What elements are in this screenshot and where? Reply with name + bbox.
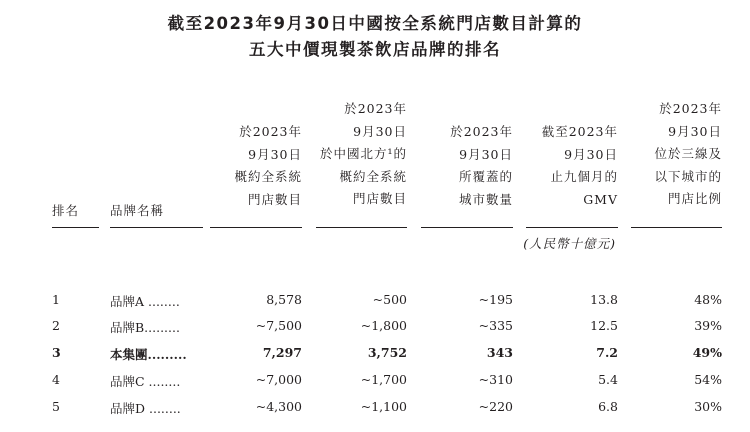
gmv-cell: 5.4 (598, 372, 618, 387)
brand-cell: 品牌C ........ (110, 374, 181, 389)
gmv-cell: 12.5 (590, 318, 618, 333)
lower-tier-ratio-cell: 48% (694, 292, 722, 307)
lower-tier-ratio-cell: 30% (694, 399, 722, 414)
gmv-cell: 13.8 (590, 292, 618, 307)
rank-cell: 1 (52, 292, 60, 307)
gmv-cell: 7.2 (596, 345, 618, 360)
header-lower-tier-ratio: 於2023年 9月30日 位於三線及 以下城市的 門店比例 (654, 101, 722, 206)
north-stores-cell: ~500 (372, 292, 407, 307)
cities-covered-cell: ~310 (478, 372, 513, 387)
cities-covered-cell: ~335 (478, 318, 513, 333)
system-stores-cell: 7,297 (262, 345, 302, 360)
north-stores-cell: ~1,800 (360, 318, 407, 333)
cities-covered-cell: ~220 (478, 399, 513, 414)
header-rank: 排名 (52, 203, 80, 218)
lower-tier-ratio-cell: 54% (694, 372, 722, 387)
underline-cities-covered (421, 227, 513, 228)
brand-cell: 品牌A ........ (110, 294, 180, 309)
table-row (0, 292, 750, 318)
cities-covered-cell: 343 (486, 345, 513, 360)
table-title-line-1: 截至2023年9月30日中國按全系統門店數目計算的 (167, 14, 583, 33)
underline-rank (52, 227, 99, 228)
rank-cell: 5 (52, 399, 60, 414)
table-title-line-2: 五大中價現製茶飲店品牌的排名 (249, 40, 501, 59)
system-stores-cell: ~7,000 (255, 372, 302, 387)
brand-cell: 本集團......... (110, 347, 187, 362)
table-row (0, 399, 750, 425)
table-row-highlighted (0, 345, 750, 371)
underline-system-stores (210, 227, 302, 228)
table-row (0, 318, 750, 344)
rank-cell: 3 (52, 345, 61, 360)
underline-north-stores (316, 227, 407, 228)
system-stores-cell: 8,578 (266, 292, 302, 307)
north-stores-cell: 3,752 (367, 345, 407, 360)
north-stores-cell: ~1,700 (360, 372, 407, 387)
header-cities-covered: 於2023年 9月30日 所覆蓋的 城市數量 (450, 124, 513, 207)
brand-cell: 品牌B......... (110, 320, 180, 335)
lower-tier-ratio-cell: 49% (692, 345, 722, 360)
table-row (0, 372, 750, 398)
north-stores-cell: ~1,100 (360, 399, 407, 414)
underline-brand (110, 227, 203, 228)
header-north-stores: 於2023年 9月30日 於中國北方¹的 概約全系統 門店數目 (319, 101, 407, 206)
system-stores-cell: ~4,300 (255, 399, 302, 414)
rank-cell: 2 (52, 318, 60, 333)
underline-gmv (526, 227, 618, 228)
header-gmv: 截至2023年 9月30日 止九個月的 GMV (541, 124, 618, 207)
lower-tier-ratio-cell: 39% (694, 318, 722, 333)
header-brand: 品牌名稱 (110, 203, 165, 218)
cities-covered-cell: ~195 (478, 292, 513, 307)
header-system-stores: 於2023年 9月30日 概約全系統 門店數目 (234, 124, 302, 207)
brand-cell: 品牌D ........ (110, 401, 181, 416)
system-stores-cell: ~7,500 (255, 318, 302, 333)
gmv-cell: 6.8 (598, 399, 618, 414)
gmv-unit-note: (人民幣十億元) (523, 236, 616, 251)
underline-lower-tier-ratio (631, 227, 722, 228)
rank-cell: 4 (52, 372, 60, 387)
